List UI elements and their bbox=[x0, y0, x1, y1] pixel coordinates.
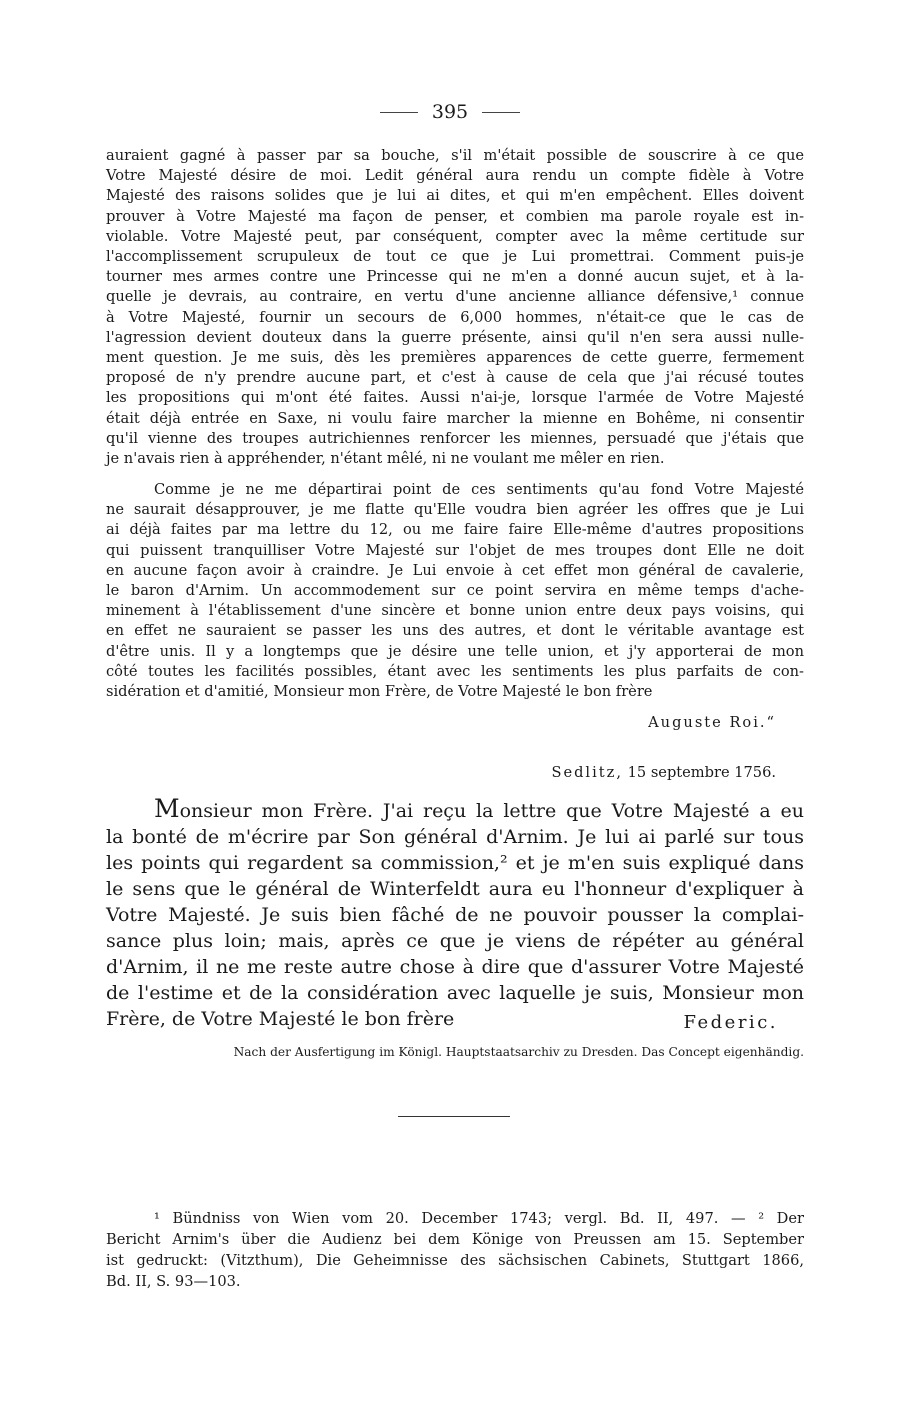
text-line: le baron d'Arnim. Un accommodement sur ce point servira en même temps d'ache- bbox=[106, 582, 804, 600]
text-line: prouver à Votre Majesté ma façon de penser, et combien ma parole royale est in- bbox=[106, 207, 804, 225]
text-line: ai déjà faites par ma lettre du 12, ou me faire faire Elle-même d'autres propositions bbox=[106, 521, 804, 539]
text-line: en effet ne sauraient se passer les uns des autres, et dont le véritable avantage est bbox=[106, 622, 804, 640]
text-line: le sens que le général de Winterfeldt aura eu l'honneur d'expliquer à bbox=[106, 878, 804, 900]
letter2-date: 15 septembre 1756. bbox=[627, 764, 776, 781]
section-divider bbox=[398, 1116, 510, 1117]
letter2-dateline bbox=[551, 764, 776, 781]
text-line bbox=[106, 796, 804, 824]
text-line: d'Arnim, il ne me reste autre chose à dire que d'assurer Votre Majesté bbox=[106, 956, 804, 978]
initial-letter: M bbox=[154, 794, 180, 823]
text-line: Majesté des raisons solides que je lui ai dites, et qui m'en empêchent. Elles doivent bbox=[106, 187, 804, 205]
text-line-rest: onsieur mon Frère. J'ai reçu la lettre que Votre Majesté a eu bbox=[179, 800, 804, 822]
text-line: sidération et d'amitié, Monsieur mon Frère, de Votre Majesté le bon frère bbox=[106, 683, 653, 701]
text-line: les points qui regardent sa commission,² et je m'en suis expliqué dans bbox=[106, 852, 804, 874]
text-line: l'accomplissement scrupuleux de tout ce que je Lui promettrai. Comment puis-je bbox=[106, 248, 804, 266]
text-line: l'agression devient douteux dans la guerre présente, ainsi qu'il n'en sera aussi nulle- bbox=[106, 328, 804, 346]
footnotes bbox=[106, 1208, 804, 1292]
text-line: côté toutes les facilités possibles, étant avec les sentiments les plus parfaits de con- bbox=[106, 662, 804, 680]
text-line: sance plus loin; mais, après ce que je viens de répéter au général bbox=[106, 930, 804, 952]
letter2-body bbox=[106, 796, 804, 1032]
text-line: quelle je devrais, au contraire, en vertu d'une ancienne alliance défensive,¹ connue bbox=[106, 288, 804, 306]
footnote-line: Bd. II, S. 93—103. bbox=[106, 1273, 241, 1290]
text-line: les propositions qui m'ont été faites. Aussi n'ai-je, lorsque l'armée de Votre Majesté bbox=[106, 389, 804, 407]
text-line: je n'avais rien à appréhender, n'étant mêlé, ni ne voulant me mêler en rien. bbox=[106, 450, 665, 468]
text-line: en aucune façon avoir à craindre. Je Lui envoie à cet effet mon général de cavalerie, bbox=[106, 561, 804, 579]
text-line: minement à l'établissement d'une sincère et bonne union entre deux pays voisins, qui bbox=[106, 602, 804, 620]
header-dash-right bbox=[482, 112, 520, 113]
letter1-signature: Auguste Roi.“ bbox=[648, 714, 776, 731]
footnote-line: ¹ Bündniss von Wien vom 20. December 1743; vergl. Bd. II, 497. — ² Der bbox=[154, 1210, 804, 1227]
text-line: violable. Votre Majesté peut, par conséquent, compter avec la même certitude sur bbox=[106, 227, 804, 245]
header-dash-left bbox=[380, 112, 418, 113]
text-line: qui puissent tranquilliser Votre Majesté sur l'objet de mes troupes dont Elle ne doit bbox=[106, 541, 804, 559]
text-line: Votre Majesté désire de moi. Ledit général aura rendu un compte fidèle à Votre bbox=[106, 167, 804, 185]
page-number-header bbox=[0, 100, 900, 123]
text-line: était déjà entrée en Saxe, ni voulu faire marcher la mienne en Bohême, ni consentir bbox=[106, 409, 804, 427]
letter2-signature: Federic. bbox=[683, 1012, 778, 1033]
source-note: Nach der Ausfertigung im Königl. Hauptstaatsarchiv zu Dresden. Das Concept eigenhändig. bbox=[233, 1045, 804, 1059]
text-line: auraient gagné à passer par sa bouche, s'il m'était possible de souscrire à ce que bbox=[106, 147, 804, 164]
footnote-line: ist gedruckt: (Vitzthum), Die Geheimnisse des sächsischen Cabinets, Stuttgart 1866, bbox=[106, 1252, 804, 1269]
text-line: d'être unis. Il y a longtemps que je désire une telle union, et j'y apporterai de mon bbox=[106, 642, 804, 660]
text-line: ment question. Je me suis, dès les premières apparences de cette guerre, fermement bbox=[106, 349, 804, 367]
letter1-paragraph-2 bbox=[106, 480, 804, 702]
text-line: de l'estime et de la considération avec laquelle je suis, Monsieur mon bbox=[106, 982, 804, 1004]
letter1-paragraph-1 bbox=[106, 146, 804, 469]
letter2-place: Sedlitz, bbox=[551, 764, 623, 781]
text-line: la bonté de m'écrire par Son général d'Arnim. Je lui ai parlé sur tous bbox=[106, 826, 804, 848]
text-line: Votre Majesté. Je suis bien fâché de ne pouvoir pousser la complai- bbox=[106, 904, 804, 926]
text-line: qu'il vienne des troupes autrichiennes renforcer les miennes, persuadé que j'étais que bbox=[106, 429, 804, 447]
text-line: Frère, de Votre Majesté le bon frère bbox=[106, 1008, 455, 1030]
text-line: ne saurait désapprouver, je me flatte qu'Elle voudra bien agréer les offres que je Lui bbox=[106, 501, 804, 519]
text-line: Comme je ne me départirai point de ces sentiments qu'au fond Votre Majesté bbox=[154, 481, 804, 498]
text-line: à Votre Majesté, fournir un secours de 6,000 hommes, n'était-ce que le cas de bbox=[106, 308, 804, 326]
text-line: tourner mes armes contre une Princesse qui ne m'en a donné aucun sujet, et à la- bbox=[106, 268, 804, 286]
text-line: proposé de n'y prendre aucune part, et c'est à cause de cela que j'ai récusé toutes bbox=[106, 369, 804, 387]
footnote-line: Bericht Arnim's über die Audienz bei dem Könige von Preussen am 15. September bbox=[106, 1231, 804, 1248]
page-number: 395 bbox=[431, 101, 469, 123]
